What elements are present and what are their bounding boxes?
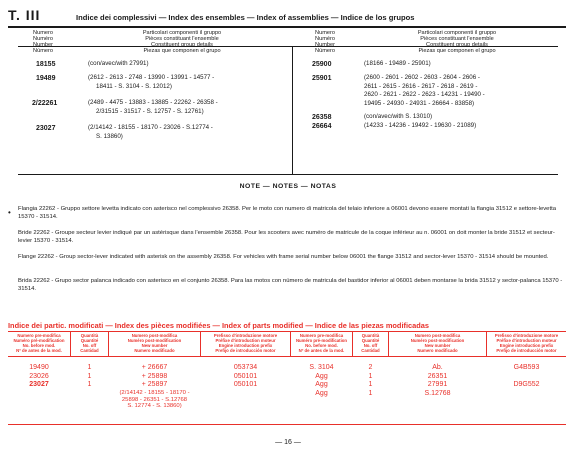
assembly-number: 2/22261 (32, 100, 58, 107)
note-paragraph-fr: Bride 22262 - Groupe secteur levier indiqué par un astérisque dans l'ensemble 26358. Pour les scooters avec numéro de matricule de la coque inférieur au n. 06001 on doit monter la bride 31512 et secteur-levier 15370 - 31514. (18, 230, 555, 245)
left-parts-header: Particolari componenti il gruppo Pièces constituant l'ensemble Constituent group details Piezas que componen el grupo (142, 30, 222, 54)
assembly-number: 26358 (312, 114, 332, 121)
right-number-header: Numero Numéro Number Número (315, 30, 335, 54)
assembly-parts: (con/avec/with 27991) (88, 60, 149, 67)
left-number-header: Numero Numéro Number Número (33, 30, 53, 54)
assemblies-index-title: Indice dei complessivi — Index des ensembles — Index of assemblies — Indice de los grupos (76, 13, 415, 22)
assembly-parts: (2/14142 - 18155 - 18170 - 23026 - S.12774 - S. 13860) (88, 124, 213, 140)
quantity-column: 1 1 1 (87, 364, 92, 389)
assembly-number: 23027 (36, 125, 56, 132)
modified-parts-title: Indice dei partic. modificati — Index des pièces modifiées — Index of parts modified — Indice de las piezas modificadas (8, 321, 429, 330)
old-number-column: 19490 23026 23027 (29, 364, 49, 389)
new-number-column: + 26667 + 25898 + 25897 (141, 364, 168, 389)
prefix-column: G4B593 D9G552 (513, 364, 540, 389)
note-paragraph-es: Brida 22262 - Grupo sector palanca indicado con asterisco en el conjunto 26358. Para las motos con número de matricula del bastidor inferior al 06001 deben montarse la brida 31512 y sector-palanca 15370 - 31514. (18, 278, 563, 293)
tome-label: T. III (8, 7, 41, 23)
new-number-header: Numero post-modifica Numéro post-modification New number Numero modificado (127, 333, 182, 353)
old-number-header: Numero pre-modifica Numéro pré-modification No. before mod. Nº de antes de la mod. (13, 333, 65, 353)
prefix-header: Prefisso d'introduzione motore Préfixe d'introduction moteur Engine introduction prefix Prefijo de introducción motor (213, 333, 278, 353)
header-rule (8, 26, 566, 28)
assembly-number: 18155 (36, 61, 56, 68)
assembly-number: 19489 (36, 75, 56, 82)
old-number-column: S. 3104 Agg Agg Agg (309, 364, 334, 397)
quantity-header: Quantità Quantité No. off Cantidad (80, 333, 99, 353)
page-number: — 16 — (275, 439, 301, 446)
notes-title: NOTE — NOTES — NOTAS (239, 183, 337, 190)
assembly-parts: (18166 - 19489 - 25901) (364, 60, 431, 67)
assembly-parts: (2600 - 2601 - 2602 - 2603 - 2604 - 2606 - 2611 - 2615 - 2616 - 2617 - 2618 - 2619 - 2620 - 2621 - 2622 - 2623 - 14231 - 19490 - 19495 - 24930 - 24931 - 26664 - 83858) (364, 74, 485, 107)
prefix-column: 053734 050101 050101 (233, 364, 258, 389)
old-number-header: Numero pre-modifica Numéro pré-modification No. before mod. Nº de antes de la mod. (295, 333, 348, 353)
assembly-number: 25901 (312, 75, 332, 82)
new-number-header: Numero post-modifica Numéro post-modification New number Numero modificado (410, 333, 465, 353)
assembly-number: 25900 (312, 61, 332, 68)
table-column-divider (292, 46, 293, 174)
assembly-parts: (14233 - 14236 - 19492 - 19630 - 21089) (364, 122, 477, 129)
assembly-number: 26664 (312, 123, 332, 130)
mod-header-rule (8, 356, 566, 357)
assembly-parts: (2612 - 2613 - 2748 - 13990 - 13991 - 14577 - 18411 - S. 3104 - S. 12012) (88, 74, 215, 90)
page-header (8, 7, 566, 25)
mod-bottom-rule (8, 424, 566, 425)
note-bullet-icon: • (8, 208, 11, 217)
prefix-header: Prefisso d'introduzione motore Préfixe d'introduction moteur Engine introduction prefix Prefijo de introducción motor (494, 333, 559, 353)
quantity-column: 2 1 1 1 (368, 364, 373, 397)
table-bottom-rule (18, 174, 558, 175)
note-paragraph-it: Flangia 22262 - Gruppo settore levetta indicato con asterisco nel complessivo 26358. Per le moto con numero di matricola del telaio inferiore a 06001 devono essere montati la flangia 31512 e settore-levetta 15370 - 31514. (18, 206, 556, 221)
note-paragraph-en: Flange 22262 - Group sector-lever indicated with asterisk on the assembly 26358. For vehicles with frame serial number below 06001 the flange 31512 and sector-lever 15370 - 31514 should be mounted. (18, 254, 549, 260)
new-number-column: Ab. 26351 27991 S.12768 (424, 364, 451, 397)
assembly-parts: (2489 - 4475 - 13883 - 13885 - 22262 - 26358 - 2/31515 - 31517 - S. 12757 - S. 12761) (88, 99, 218, 115)
right-parts-header: Particolari componenti il gruppo Pièces constituant l'ensemble Constituent group details Piezas que componen el grupo (417, 30, 497, 54)
quantity-header: Quantità Quantité No. off Cantidad (361, 333, 380, 353)
assembly-parts: (con/avec/with S. 13010) (364, 113, 433, 120)
new-number-details: (2/14142 - 18155 - 18170 - 25898 - 26351 - S.12768 S. 12774 - S. 13860) (119, 390, 190, 410)
